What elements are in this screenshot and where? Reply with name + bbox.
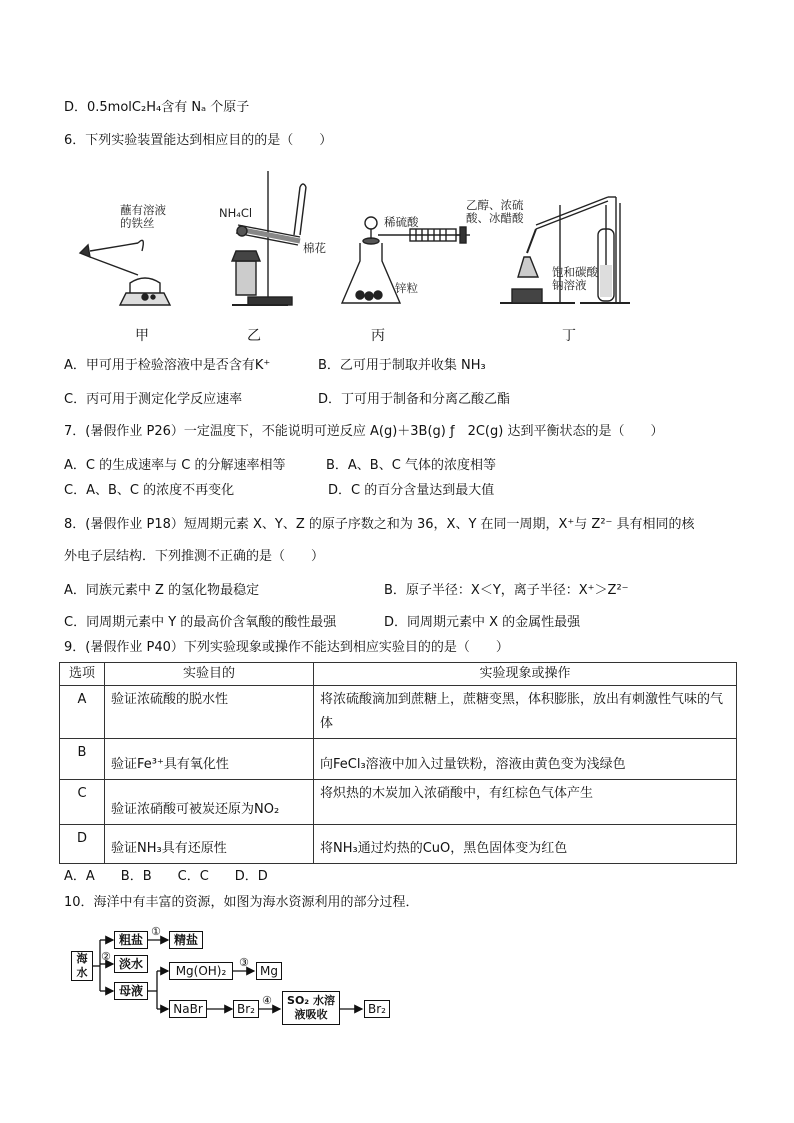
row-purpose: 验证Fe³⁺具有氧化性 [105,739,314,780]
flow-step-2: ② [101,950,111,963]
flow-fresh-water: 淡水 [114,955,148,973]
question-8-line2: 外电子层结构．下列推测不正确的是（ ） [64,549,325,564]
label-nh4cl: NH₄Cl [219,206,253,220]
apparatus-jia [80,240,170,305]
flow-mg: Mg [256,962,282,980]
q8-option-b: B．原子半径：X＜Y，离子半径：X⁺＞Z²⁻ [384,583,629,598]
question-6: 6．下列实验装置能达到相应目的的是（ ） [64,133,333,148]
header-operation: 实验现象或操作 [314,663,737,686]
label-reagents: 乙醇、浓硫 酸、冰醋酸 [466,198,524,225]
row-purpose: 验证NH₃具有还原性 [105,825,314,864]
label-wire: 蘸有溶液 的铁丝 [120,203,166,230]
q7-option-d: D．C 的百分含量达到最大值 [328,483,495,498]
flow-mother-liquor: 母液 [114,982,148,1000]
label-cotton: 棉花 [303,241,326,255]
q8-option-c: C．同周期元素中 Y 的最高价含氧酸的酸性最强 [64,615,337,630]
flow-br2-b: Br₂ [364,1000,390,1018]
flow-mgoh2: Mg(OH)₂ [169,962,233,980]
row-operation: 将浓硫酸滴加到蔗糖上，蔗糖变黑，体积膨胀，放出有刺激性气味的气体 [314,686,737,739]
flow-nabr: NaBr [169,1000,207,1018]
q9-answers: A．A B．B C．C D．D [64,869,268,884]
table-row [60,686,737,739]
row-operation: 将炽热的木炭加入浓硝酸中，有红棕色气体产生 [314,780,737,825]
row-option: C [60,780,105,825]
flow-so2-absorb: SO₂ 水溶 液吸收 [282,991,340,1025]
question-10: 10．海洋中有丰富的资源，如图为海水资源利用的部分过程． [64,895,419,910]
q7-option-b: B．A、B、C 气体的浓度相等 [326,458,496,473]
caption-yi: 乙 [247,328,261,344]
table-row [60,825,737,864]
q5-option-d: D．0.5molC₂H₄含有 Nₐ 个原子 [64,100,250,115]
caption-ding: 丁 [562,328,576,344]
caption-jia: 甲 [135,328,149,344]
header-purpose: 实验目的 [105,663,314,686]
row-option: B [60,739,105,780]
table-row [60,780,737,825]
flow-step-1: ① [151,925,161,938]
row-operation: 向FeCl₃溶液中加入过量铁粉，溶液由黄色变为浅绿色 [314,739,737,780]
q7-option-a: A．C 的生成速率与 C 的分解速率相等 [64,458,286,473]
flow-seawater: 海 水 [71,951,93,981]
q8-option-a: A．同族元素中 Z 的氢化物最稳定 [64,583,260,598]
question-8-line1: 8．(暑假作业 P18）短周期元素 X、Y、Z 的原子序数之和为 36，X、Y 在同一周期，X⁺与 Z²⁻ 具有相同的核 [64,517,695,532]
label-acid: 稀硫酸 [384,215,419,229]
flow-fine-salt: 精盐 [169,931,203,949]
question-9: 9．(暑假作业 P40）下列实验现象或操作不能达到相应实验目的的是（ ） [64,640,509,655]
q6-option-c: C．丙可用于测定化学反应速率 [64,392,243,407]
experiment-table [59,662,737,864]
q6-option-b: B．乙可用于制取并收集 NH₃ [318,358,486,373]
flow-br2-a: Br₂ [233,1000,259,1018]
flow-step-4: ④ [262,994,272,1007]
q7-option-c: C．A、B、C 的浓度不再变化 [64,483,235,498]
row-operation: 将NH₃通过灼热的CuO，黑色固体变为红色 [314,825,737,864]
row-purpose: 验证浓硝酸可被炭还原为NO₂ [105,780,314,825]
apparatus-yi [232,171,306,305]
row-option: A [60,686,105,739]
caption-bing: 丙 [371,328,385,344]
label-zinc: 锌粒 [395,281,418,295]
apparatus-figure [60,165,640,345]
question-7: 7．(暑假作业 P26）一定温度下，不能说明可逆反应 A(g)＋3B(g) ƒ 2C(g) 达到平衡状态的是（ ） [64,424,664,439]
header-option: 选项 [60,663,105,686]
row-purpose: 验证浓硫酸的脱水性 [105,686,314,739]
q6-option-a: A．甲可用于检验溶液中是否含有K⁺ [64,358,271,373]
q6-option-d: D．丁可用于制备和分离乙酸乙酯 [318,392,511,407]
label-na2co3: 饱和碳酸 钠溶液 [552,265,598,292]
q8-option-d: D．同周期元素中 X 的金属性最强 [384,615,581,630]
table-row [60,739,737,780]
flow-step-3: ③ [239,956,249,969]
flow-crude-salt: 粗盐 [114,931,148,949]
table-header-row [60,663,737,686]
row-option: D [60,825,105,864]
